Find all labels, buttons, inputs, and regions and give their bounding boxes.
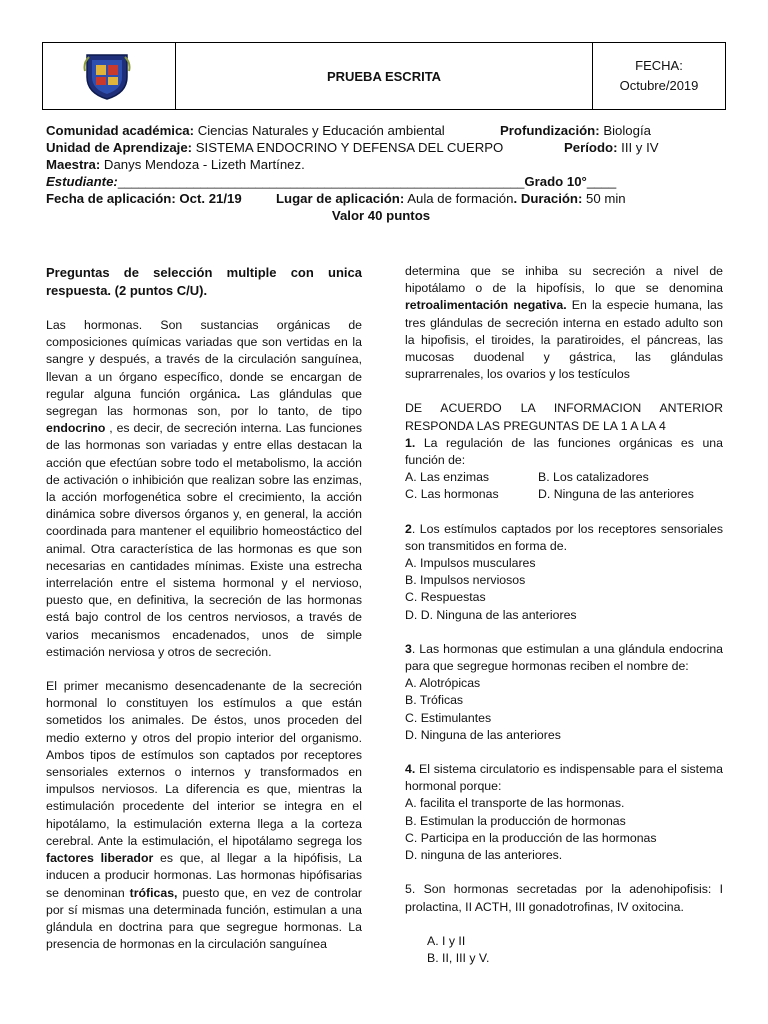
- header-table: [42, 42, 726, 110]
- q3-option-d[interactable]: D. Ninguna de las anteriores: [405, 727, 561, 742]
- lugar-label: Lugar de aplicación:: [276, 191, 405, 206]
- duracion-value: 50 min: [586, 191, 626, 206]
- q2-text: . Los estímulos captados por los receptores sensoriales son transmitidos en forma de.: [405, 521, 723, 553]
- q4-option-d[interactable]: D. ninguna de las anteriores.: [405, 848, 563, 863]
- meta-row-comunidad: [46, 122, 726, 139]
- unidad-value: SISTEMA ENDOCRINO Y DEFENSA DEL CUERPO: [195, 140, 504, 155]
- q1-option-b[interactable]: B. Los catalizadores: [538, 470, 649, 485]
- q3-text: . Las hormonas que estimulan a una glándula endocrina para que segregue hormonas reciben el nombre de:: [405, 641, 723, 674]
- q4-option-b[interactable]: B. Estimulan la producción de hormonas: [405, 813, 626, 828]
- school-crest-icon: [83, 51, 131, 101]
- p2-text-b: es que, al llegar a la hipófisis, La inducen a producir hormonas. Las hormonas hipófisarias se denominan: [46, 851, 362, 900]
- date-label: FECHA:: [635, 58, 683, 73]
- instructions: DE ACUERDO LA INFORMACION ANTERIOR RESPONDA LAS PREGUNTAS DE LA 1 A LA 4: [405, 401, 723, 433]
- question-1: [405, 435, 723, 469]
- cont-bold-retro: retroalimentación negativa.: [405, 298, 567, 313]
- logo-cell: [43, 43, 176, 109]
- q2-option-a[interactable]: A. Impulsos musculares: [405, 556, 536, 571]
- duracion-label: Duración:: [520, 191, 583, 206]
- paragraph-mecanismo: [46, 678, 362, 953]
- q1-option-c[interactable]: C. Las hormonas: [405, 487, 499, 502]
- q4-number: 4.: [405, 762, 416, 777]
- p2-text-a: El primer mecanismo desencadenante de la secreción hormonal lo constituyen los estímulos a que están sometidos los animales. De éstos, unos proceden del medio externo y otros del propio interior del organismo. Ambos tipos de estímulos son captados por receptores sensoriales externos o internos y transformados en impulsos nerviosos. La diferencia es que, mientras la estimulación procedente del interior se integra en el hipotálamo, la estimulación externa llega a la corteza cerebral. Ante la estimulación, el hipotálamo segrega los: [46, 679, 362, 848]
- q2-option-c[interactable]: C. Respuestas: [405, 590, 486, 605]
- fecha-aplicacion: Fecha de aplicación: Oct. 21/19: [46, 191, 242, 206]
- grado-line: ____: [586, 174, 617, 189]
- section-heading: Preguntas de selección multiple con unica respuesta. (2 puntos C/U).: [46, 265, 362, 298]
- left-column: [46, 264, 362, 953]
- meta-row-estudiante: [46, 173, 726, 190]
- estudiante-label: Estudiante:: [46, 174, 118, 189]
- q3-option-b[interactable]: B. Tróficas: [405, 693, 464, 708]
- comunidad-label: Comunidad académica:: [46, 123, 195, 138]
- exam-metadata: [46, 122, 726, 224]
- date-value: Octubre/2019: [619, 78, 699, 93]
- question-4: [405, 761, 723, 795]
- q4-text: El sistema circulatorio es indispensable para el sistema hormonal porque:: [405, 762, 723, 794]
- q2-number: 2: [405, 521, 412, 536]
- right-column: [405, 263, 723, 967]
- periodo-value: III y IV: [621, 140, 659, 155]
- q5-option-a[interactable]: A. I y II: [427, 933, 466, 948]
- unidad-label: Unidad de Aprendizaje:: [46, 140, 193, 155]
- date-cell: [593, 43, 725, 109]
- q4-option-a[interactable]: A. facilita el transporte de las hormonas.: [405, 796, 625, 811]
- grado-label: Grado 10°: [524, 174, 587, 189]
- lugar-value: Aula de formación: [407, 191, 514, 206]
- valor-puntos: Valor 40 puntos: [331, 208, 431, 223]
- paragraph-continuation: [405, 263, 723, 383]
- comunidad-value: Ciencias Naturales y Educación ambiental: [197, 123, 445, 138]
- periodo-label: Período:: [564, 140, 618, 155]
- question-5: 5. Son hormonas secretadas por la adenohipofisis: I prolactina, II ACTH, III gonadotrofinas, IV oxitocina.: [405, 882, 723, 914]
- p2-text-c: puesto que, en vez de controlar por sí mismas una determinada función, estimulan a una glándula en doctrina para que segregue hormonas. La presencia de hormonas en la circulación sanguínea: [46, 885, 363, 952]
- q3-number: 3: [405, 641, 412, 656]
- cont-text-b: En la especie humana, las tres glándulas de secreción interna en estado adulto son la hipofisis, el tiroides, la paratiroides, el páncreas, las mucosas duodenal y gástrica, las glándulas suprarrenales, los ovarios y los testículos: [405, 298, 723, 382]
- q1-options-row2: [405, 486, 723, 503]
- exam-title: PRUEBA ESCRITA: [176, 43, 593, 109]
- q3-option-a[interactable]: A. Alotrópicas: [405, 676, 481, 691]
- p1-text-a: Las hormonas. Son sustancias orgánicas de composiciones químicas variadas que son vertidas en la sangre y después, a través de la circulación sanguínea, llevan a un órgano específico, donde se encargan de regular alguna función orgánica: [46, 318, 362, 401]
- q1-option-a[interactable]: A. Las enzimas: [405, 470, 490, 485]
- q3-option-c[interactable]: C. Estimulantes: [405, 710, 492, 725]
- maestra-label: Maestra:: [46, 157, 101, 172]
- meta-row-maestra: [46, 156, 726, 173]
- question-2: [405, 521, 723, 555]
- p1-text-c: , es decir, de secreción interna. Las funciones de las hormonas son variadas y entre ellas destacan la acción que efectúan sobre todo el metabolismo, la acción de activación o inhibición que realizan sobre las enzimas, la acción morfogenética sobre el crecimiento, la acción dinámica sobre diversos órganos y, en general, la acción coordinada para mantener el equilibrio homeostáctico del animal. Otra característica de las hormonas es que son necesarias en cantidades mínimas. Existe una estrecha interrelación entre el sistema hormonal y el nervioso, puesto que, en definitiva, la secreción de las hormonas está bajo control de los centros nerviosos, a través de varios mecanismos encadenados, unos de simple estimación nerviosa y otros de secreción.: [46, 421, 362, 659]
- q4-option-c[interactable]: C. Participa en la producción de las hormonas: [405, 830, 657, 845]
- meta-row-unidad: [46, 139, 726, 156]
- q2-option-d[interactable]: D. D. Ninguna de las anteriores: [405, 607, 577, 622]
- p1-bold-endocrino: endocrino: [46, 421, 106, 436]
- profundizacion-label: Profundización:: [500, 123, 600, 138]
- q5-option-b[interactable]: B. II, III y V.: [427, 950, 490, 965]
- p1-bold-dot: .: [236, 386, 241, 401]
- q2-option-b[interactable]: B. Impulsos nerviosos: [405, 573, 526, 588]
- meta-row-valor: [46, 207, 726, 224]
- maestra-value: Danys Mendoza - Lizeth Martínez.: [103, 157, 305, 172]
- paragraph-hormonas: Las hormonas. Son sustancias orgánicas de composiciones químicas variadas que son vertidas en la sangre y después, a través de la circulación sanguínea, llevan a un órgano específico, donde se encargan de regular alguna función orgánica. Las glándulas que segregan las hormonas son, por lo tanto, de tipo endocrino , es decir, de secreción interna. Las funciones de las hormonas son variadas y entre ellas destacan la acción que efectúan sobre todo el metabolismo, la acción de activación o inhibición que realizan sobre las enzimas, la acción morfogenética sobre el crecimiento, la acción dinámica sobre diversos órganos y, en general, la acción coordinada para mantener el equilibrio homeostáctico del animal. Otra característica de las hormonas es que son necesarias en cantidades mínimas. Existe una estrecha interrelación entre el sistema hormonal y el nervioso, puesto que, en definitiva, la secreción de las hormonas está bajo control de los centros nerviosos, a través de varios mecanismos encadenados, unos de simple estimación nerviosa y otros de secreción.: [46, 318, 362, 659]
- cont-text-a: determina que se inhiba su secreción a nivel de hipotálamo o de la hipofísis, lo que se denomina: [405, 264, 723, 296]
- p2-bold-factores: factores liberador: [46, 851, 154, 866]
- q1-option-d[interactable]: D. Ninguna de las anteriores: [538, 487, 694, 502]
- profundizacion-value: Biología: [603, 123, 651, 138]
- q1-text: La regulación de las funciones orgánicas es una función de:: [405, 435, 723, 468]
- question-3: [405, 641, 723, 675]
- estudiante-line: ___________________________________________________________: [117, 175, 525, 189]
- p2-bold-troficas: tróficas,: [129, 885, 178, 900]
- q1-number: 1.: [405, 435, 416, 450]
- q1-options-row1: [405, 469, 723, 486]
- meta-row-fecha: Fecha de aplicación: Oct. 21/19 Lugar de aplicación: Aula de formación. Duración: 50 min: [46, 191, 626, 206]
